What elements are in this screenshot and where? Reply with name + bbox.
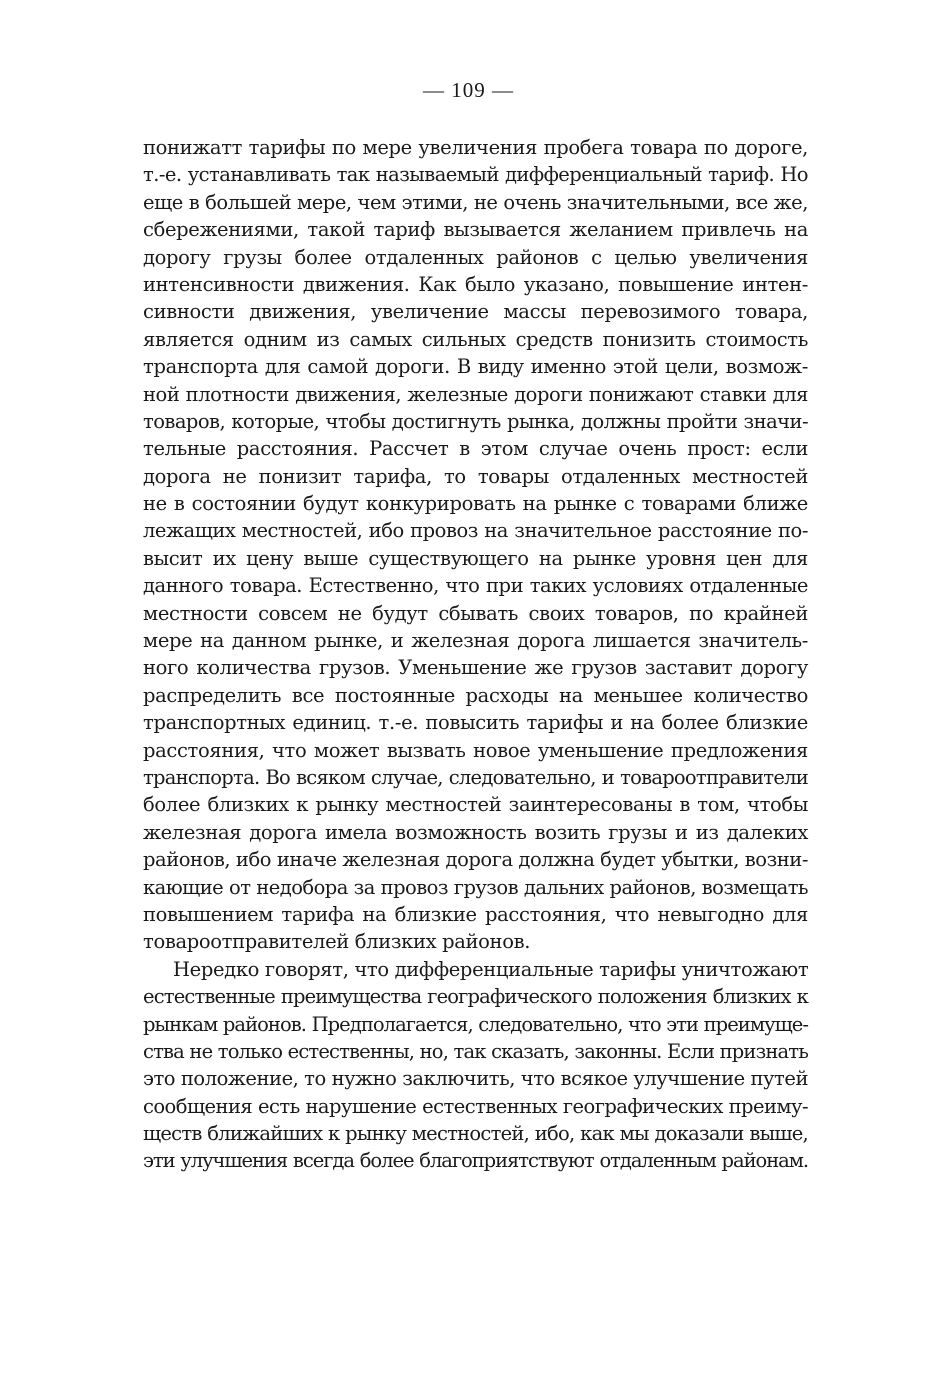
text-line: районов, ибо иначе железная дорога должна будет убытки, возни-	[143, 848, 808, 872]
text-line: Нередко говорят, что дифференциальные тарифы уничтожают	[173, 957, 809, 981]
text-line: рынкам районов. Предполагается, следовательно, что эти преимуще-	[143, 1012, 808, 1036]
text-line: интенсивности движения. Как было указано, повышение интен-	[143, 272, 808, 296]
text-line: товароотправителей близких районов.	[143, 930, 531, 954]
paragraph-1	[143, 134, 808, 956]
text-line: кающие от недобора за провоз грузов дальних районов, возмещать	[143, 875, 808, 899]
text-line: дорогу грузы более отдаленных районов с целью увеличения	[143, 245, 808, 269]
text-line: мере на данном рынке, и железная дорога лишается значитель-	[143, 629, 808, 653]
text-line: более близких к рынку местностей заинтересованы в том, чтобы	[143, 793, 808, 817]
text-line: сбережениями, такой тариф вызывается желанием привлечь на	[143, 218, 808, 242]
text-line: лежащих местностей, ибо провоз на значительное расстояние по-	[143, 519, 808, 543]
text-line: т.-е. устанавливать так называемый дифференциальный тариф. Но	[143, 163, 808, 187]
text-line: сообщения есть нарушение естественных географических преиму-	[143, 1094, 808, 1118]
text-line: повышением тарифа на близкие расстояния, что невыгодно для	[143, 902, 808, 926]
text-line: понижатт тарифы по мере увеличения пробега товара по дороге,	[143, 136, 808, 159]
text-line: является одним из самых сильных средств понизить стоимость	[143, 327, 808, 351]
text-line: высит их цену выше существующего на рынке уровня цен для	[143, 546, 808, 570]
text-line: товаров, которые, чтобы достигнуть рынка, должны пройти значи-	[143, 409, 808, 433]
text-line: не в состоянии будут конкурировать на рынке с товарами ближе	[143, 492, 808, 516]
text-line: ства не только естественны, но, так сказать, законны. Если признать	[143, 1039, 808, 1063]
text-line: местности совсем не будут сбывать своих товаров, по крайней	[143, 601, 808, 625]
text-line: дорога не понизит тарифа, то товары отдаленных местностей	[143, 464, 808, 488]
text-line: транспорта. Во всяком случае, следовательно, и товароотправители	[143, 765, 808, 789]
text-line: естественные преимущества географического положения близких к	[143, 985, 808, 1009]
body-text	[143, 134, 808, 1175]
text-line: транспорта для самой дороги. В виду именно этой цели, возмож-	[143, 355, 808, 379]
text-line: расстояния, что может вызвать новое уменьшение предложения	[143, 738, 808, 762]
text-line: тельные расстояния. Рассчет в этом случае очень прост: если	[143, 437, 808, 461]
text-line: эти улучшения всегда более благоприятствуют отдаленным районам.	[143, 1149, 808, 1173]
text-line: ного количества грузов. Уменьшение же грузов заставит дорогу	[143, 656, 808, 680]
paragraph-2	[143, 956, 808, 1175]
text-line: данного товара. Естественно, что при таких условиях отдаленные	[143, 574, 808, 598]
text-line: еще в большей мере, чем этими, не очень значительными, все же,	[143, 190, 808, 214]
text-line: распределить все постоянные расходы на меньшее количество	[143, 683, 808, 707]
text-line: это положение, то нужно заключить, что всякое улучшение путей	[143, 1067, 808, 1091]
text-line: сивности движения, увеличение массы перевозимого товара,	[143, 300, 808, 324]
text-line: ществ ближайших к рынку местностей, ибо, как мы доказали выше,	[143, 1122, 808, 1146]
text-line: железная дорога имела возможность возить грузы и из далеких	[143, 820, 808, 844]
text-line: транспортных единиц. т.-е. повысить тарифы и на более близкие	[143, 711, 808, 735]
page-number: — 109 —	[423, 78, 514, 102]
text-line: ной плотности движения, железные дороги понижают ставки для	[143, 382, 808, 406]
